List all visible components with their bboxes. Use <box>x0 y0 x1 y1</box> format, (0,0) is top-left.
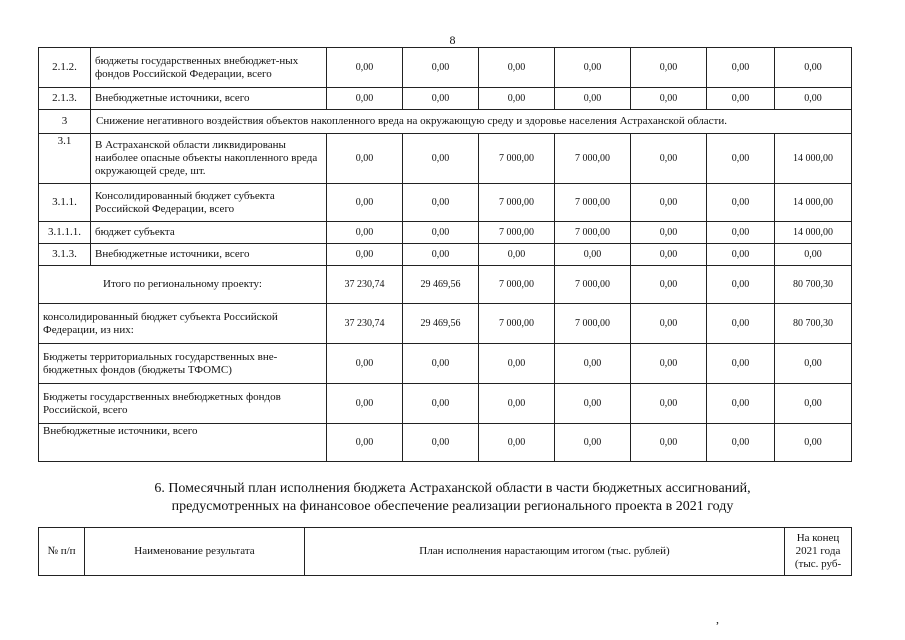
total-label: Бюджеты государственных внебюджетных фондов Российской, всего <box>39 384 327 424</box>
section-title-line1: 6. Помесячный план исполнения бюджета Астраханской области в части бюджетных ассигнований, <box>154 481 751 496</box>
value-cell: 0,00 <box>479 424 555 462</box>
value-cell: 0,00 <box>555 244 631 266</box>
col-year-end-line1: На конец <box>796 532 840 544</box>
value-cell: 0,00 <box>707 304 775 344</box>
value-cell: 0,00 <box>631 344 707 384</box>
value-cell: 0,00 <box>555 424 631 462</box>
value-cell: 0,00 <box>707 184 775 222</box>
table-row <box>39 244 852 266</box>
total-row <box>39 266 852 304</box>
value-cell: 0,00 <box>327 384 403 424</box>
table-row <box>39 222 852 244</box>
value-cell: 0,00 <box>631 244 707 266</box>
value-cell: 0,00 <box>631 134 707 184</box>
value-cell: 0,00 <box>707 424 775 462</box>
col-number-header: № п/п <box>39 528 85 576</box>
value-cell: 14 000,00 <box>775 184 852 222</box>
row-code: 3.1.1. <box>39 184 91 222</box>
value-cell: 0,00 <box>555 344 631 384</box>
value-cell: 0,00 <box>403 384 479 424</box>
row-code: 3.1.1.1. <box>39 222 91 244</box>
value-cell: 0,00 <box>403 424 479 462</box>
value-cell: 0,00 <box>631 222 707 244</box>
value-cell: 0,00 <box>327 184 403 222</box>
value-cell: 0,00 <box>403 48 479 88</box>
total-label: Внебюджетные источники, всего <box>39 424 327 462</box>
value-cell: 0,00 <box>707 134 775 184</box>
value-cell: 7 000,00 <box>555 266 631 304</box>
value-cell: 0,00 <box>631 266 707 304</box>
col-year-end-line2: 2021 года <box>795 545 841 557</box>
value-cell: 7 000,00 <box>555 222 631 244</box>
table-row <box>39 184 852 222</box>
section-title-line2: предусмотренных на финансовое обеспечение реализации регионального проекта в 2021 году <box>171 499 734 514</box>
stray-mark: , <box>716 612 719 626</box>
plan-header-row <box>39 528 852 576</box>
col-name-header: Наименование результата <box>85 528 305 576</box>
total-row <box>39 424 852 462</box>
plan-table <box>38 527 852 576</box>
value-cell: 37 230,74 <box>327 304 403 344</box>
value-cell: 0,00 <box>403 344 479 384</box>
total-label: Итого по региональному проекту: <box>39 266 327 304</box>
value-cell: 7 000,00 <box>479 304 555 344</box>
value-cell: 0,00 <box>479 384 555 424</box>
value-cell: 0,00 <box>707 384 775 424</box>
value-cell: 0,00 <box>775 424 852 462</box>
table-row <box>39 134 852 184</box>
value-cell: 0,00 <box>327 48 403 88</box>
value-cell: 29 469,56 <box>403 266 479 304</box>
value-cell: 0,00 <box>327 244 403 266</box>
task-heading-row <box>39 110 852 134</box>
budget-table <box>38 47 852 462</box>
value-cell: 0,00 <box>479 88 555 110</box>
value-cell: 0,00 <box>631 48 707 88</box>
value-cell: 29 469,56 <box>403 304 479 344</box>
value-cell: 14 000,00 <box>775 222 852 244</box>
row-code: 2.1.2. <box>39 48 91 88</box>
row-name: Внебюджетные источники, всего <box>91 88 327 110</box>
value-cell: 14 000,00 <box>775 134 852 184</box>
value-cell: 0,00 <box>403 244 479 266</box>
value-cell: 0,00 <box>707 244 775 266</box>
row-code: 3.1 <box>39 134 91 184</box>
value-cell: 0,00 <box>631 424 707 462</box>
value-cell: 0,00 <box>775 48 852 88</box>
value-cell: 7 000,00 <box>479 222 555 244</box>
value-cell: 0,00 <box>327 344 403 384</box>
value-cell: 7 000,00 <box>555 304 631 344</box>
col-plan-header: План исполнения нарастающим итогом (тыс. рублей) <box>305 528 785 576</box>
page-number: 8 <box>449 33 456 47</box>
value-cell: 0,00 <box>479 48 555 88</box>
total-label: Бюджеты территориальных государственных вне-бюджетных фондов (бюджеты ТФОМС) <box>39 344 327 384</box>
row-name: бюджеты государственных внебюджет-ных фондов Российской Федерации, всего <box>91 48 327 88</box>
col-year-end-header <box>785 528 852 576</box>
value-cell: 0,00 <box>631 184 707 222</box>
row-name: Консолидированный бюджет субъекта Российской Федерации, всего <box>91 184 327 222</box>
value-cell: 0,00 <box>327 424 403 462</box>
value-cell: 0,00 <box>707 48 775 88</box>
value-cell: 7 000,00 <box>555 184 631 222</box>
col-year-end-line3: (тыс. руб- <box>794 558 842 570</box>
value-cell: 37 230,74 <box>327 266 403 304</box>
value-cell: 0,00 <box>775 244 852 266</box>
value-cell: 0,00 <box>327 88 403 110</box>
value-cell: 0,00 <box>327 222 403 244</box>
value-cell: 0,00 <box>403 88 479 110</box>
value-cell: 80 700,30 <box>775 266 852 304</box>
value-cell: 0,00 <box>555 88 631 110</box>
value-cell: 0,00 <box>631 304 707 344</box>
value-cell: 0,00 <box>631 384 707 424</box>
value-cell: 0,00 <box>775 384 852 424</box>
row-code: 2.1.3. <box>39 88 91 110</box>
value-cell: 0,00 <box>775 88 852 110</box>
value-cell: 0,00 <box>775 344 852 384</box>
value-cell: 0,00 <box>707 344 775 384</box>
value-cell: 0,00 <box>707 88 775 110</box>
row-name: бюджет субъекта <box>91 222 327 244</box>
table-row <box>39 88 852 110</box>
total-row <box>39 384 852 424</box>
row-code: 3.1.3. <box>39 244 91 266</box>
value-cell: 0,00 <box>403 134 479 184</box>
value-cell: 0,00 <box>555 48 631 88</box>
total-row <box>39 344 852 384</box>
value-cell: 0,00 <box>707 222 775 244</box>
value-cell: 7 000,00 <box>479 134 555 184</box>
task-code: 3 <box>39 110 91 134</box>
value-cell: 0,00 <box>479 244 555 266</box>
table-row <box>39 48 852 88</box>
value-cell: 0,00 <box>631 88 707 110</box>
value-cell: 0,00 <box>403 184 479 222</box>
row-name: В Астраханской области ликвидированы наиболее опасные объекты накопленного вреда окружающей среде, шт. <box>91 134 327 184</box>
value-cell: 7 000,00 <box>479 266 555 304</box>
value-cell: 7 000,00 <box>479 184 555 222</box>
value-cell: 7 000,00 <box>555 134 631 184</box>
row-name: Внебюджетные источники, всего <box>91 244 327 266</box>
value-cell: 0,00 <box>327 134 403 184</box>
value-cell: 80 700,30 <box>775 304 852 344</box>
total-row <box>39 304 852 344</box>
total-label: консолидированный бюджет субъекта Российской Федерации, из них: <box>39 304 327 344</box>
value-cell: 0,00 <box>555 384 631 424</box>
value-cell: 0,00 <box>403 222 479 244</box>
value-cell: 0,00 <box>707 266 775 304</box>
value-cell: 0,00 <box>479 344 555 384</box>
task-text: Снижение негативного воздействия объектов накопленного вреда на окружающую среду и здоровье населения Астраханской области. <box>91 110 852 134</box>
